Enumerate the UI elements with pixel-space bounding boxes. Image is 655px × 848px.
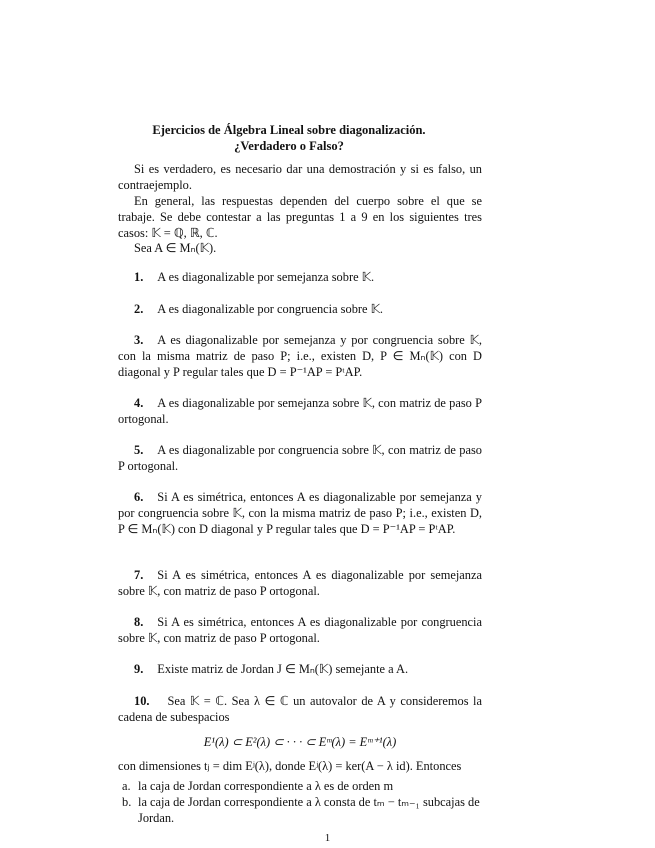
exercise-text: A es diagonalizable por semejanza sobre 𝕂. [157,270,375,284]
page-title [118,122,460,154]
title-line-2: ¿Verdadero o Falso? [234,139,344,153]
exercise-text: Si A es simétrica, entonces A es diagonalizable por semejanza y por congruencia sobre 𝕂, con la misma matriz de paso P; i.e., existen D, P ∈ Mₙ(𝕂) con D diagonal y P regular tales que D = P⁻¹AP = PᵗAP. [118,490,482,536]
list-item-b [122,795,482,827]
exercise-5 [118,443,482,475]
exercise-number: 6. [134,490,144,504]
exercise-text: Si A es simétrica, entonces A es diagonalizable por semejanza sobre 𝕂, con matriz de paso P ortogonal. [118,568,482,598]
exercise-9 [118,662,482,678]
page-number: 1 [324,832,331,844]
exercise-text: A es diagonalizable por semejanza sobre 𝕂, con matriz de paso P ortogonal. [118,396,482,426]
exercise-number: 7. [134,568,144,582]
exercise-text: A es diagonalizable por congruencia sobre 𝕂. [157,302,384,316]
exercise-number: 1. [134,270,144,284]
intro-paragraph-3 [118,241,482,257]
exercise-6 [118,490,482,537]
exercise-2 [118,302,482,318]
list-item-a [122,779,482,795]
list-marker: a. [122,779,131,793]
exercise-text: A es diagonalizable por semejanza y por congruencia sobre 𝕂, con la misma matriz de paso P; i.e., existen D, P ∈ Mₙ(𝕂) con D diagonal y P regular tales que D = P⁻¹AP = PᵗAP. [118,333,482,379]
intro-p2-text: En general, las respuestas dependen del cuerpo sobre el que se trabaje. Se debe contestar a las preguntas 1 a 9 en los siguientes tres casos: 𝕂 = ℚ, ℝ, ℂ. [118,194,482,240]
exercise-7 [118,568,482,600]
exercise-text: Sea 𝕂 = ℂ. Sea λ ∈ ℂ un autovalor de A y consideremos la cadena de subespacios [118,694,482,724]
exercise-number: 5. [134,443,144,457]
subspace-chain-equation: E¹(λ) ⊂ E²(λ) ⊂ · · · ⊂ Eᵐ(λ) = Eᵐ⁺¹(λ) [203,735,397,749]
list-text: la caja de Jordan correspondiente a λ es de orden m [138,779,394,793]
exercise-text: Existe matriz de Jordan J ∈ Mₙ(𝕂) semejante a A. [157,662,409,676]
exercise-number: 8. [134,615,144,629]
title-line-1: Ejercicios de Álgebra Lineal sobre diagonalización. [152,123,426,137]
intro-paragraph-2 [118,194,482,241]
exercise-number: 9. [134,662,144,676]
exercise-number: 3. [134,333,144,347]
intro-p1-text: Si es verdadero, es necesario dar una demostración y si es falso, un contraejemplo. [118,162,482,192]
exercise-3 [118,333,482,380]
exercise-10 [118,694,482,726]
exercise-text: A es diagonalizable por congruencia sobre 𝕂, con matriz de paso P ortogonal. [118,443,482,473]
exercise-text: Si A es simétrica, entonces A es diagonalizable por congruencia sobre 𝕂, con matriz de paso P ortogonal. [118,615,482,645]
list-text: la caja de Jordan correspondiente a λ consta de tₘ − tₘ₋₁ subcajas de Jordan. [138,795,480,825]
after-equation-text: con dimensiones tⱼ = dim Eʲ(λ), donde Eʲ(λ) = ker(A − λ id). Entonces [118,759,462,773]
exercise-number: 2. [134,302,144,316]
exercise-number: 10. [134,694,150,708]
intro-paragraph-1 [118,162,482,194]
exercise-number: 4. [134,396,144,410]
exercise-8 [118,615,482,647]
intro-p3-text: Sea A ∈ Mₙ(𝕂). [134,241,217,255]
exercise-1 [118,270,482,286]
exercise-4 [118,396,482,428]
list-marker: b. [122,795,132,809]
